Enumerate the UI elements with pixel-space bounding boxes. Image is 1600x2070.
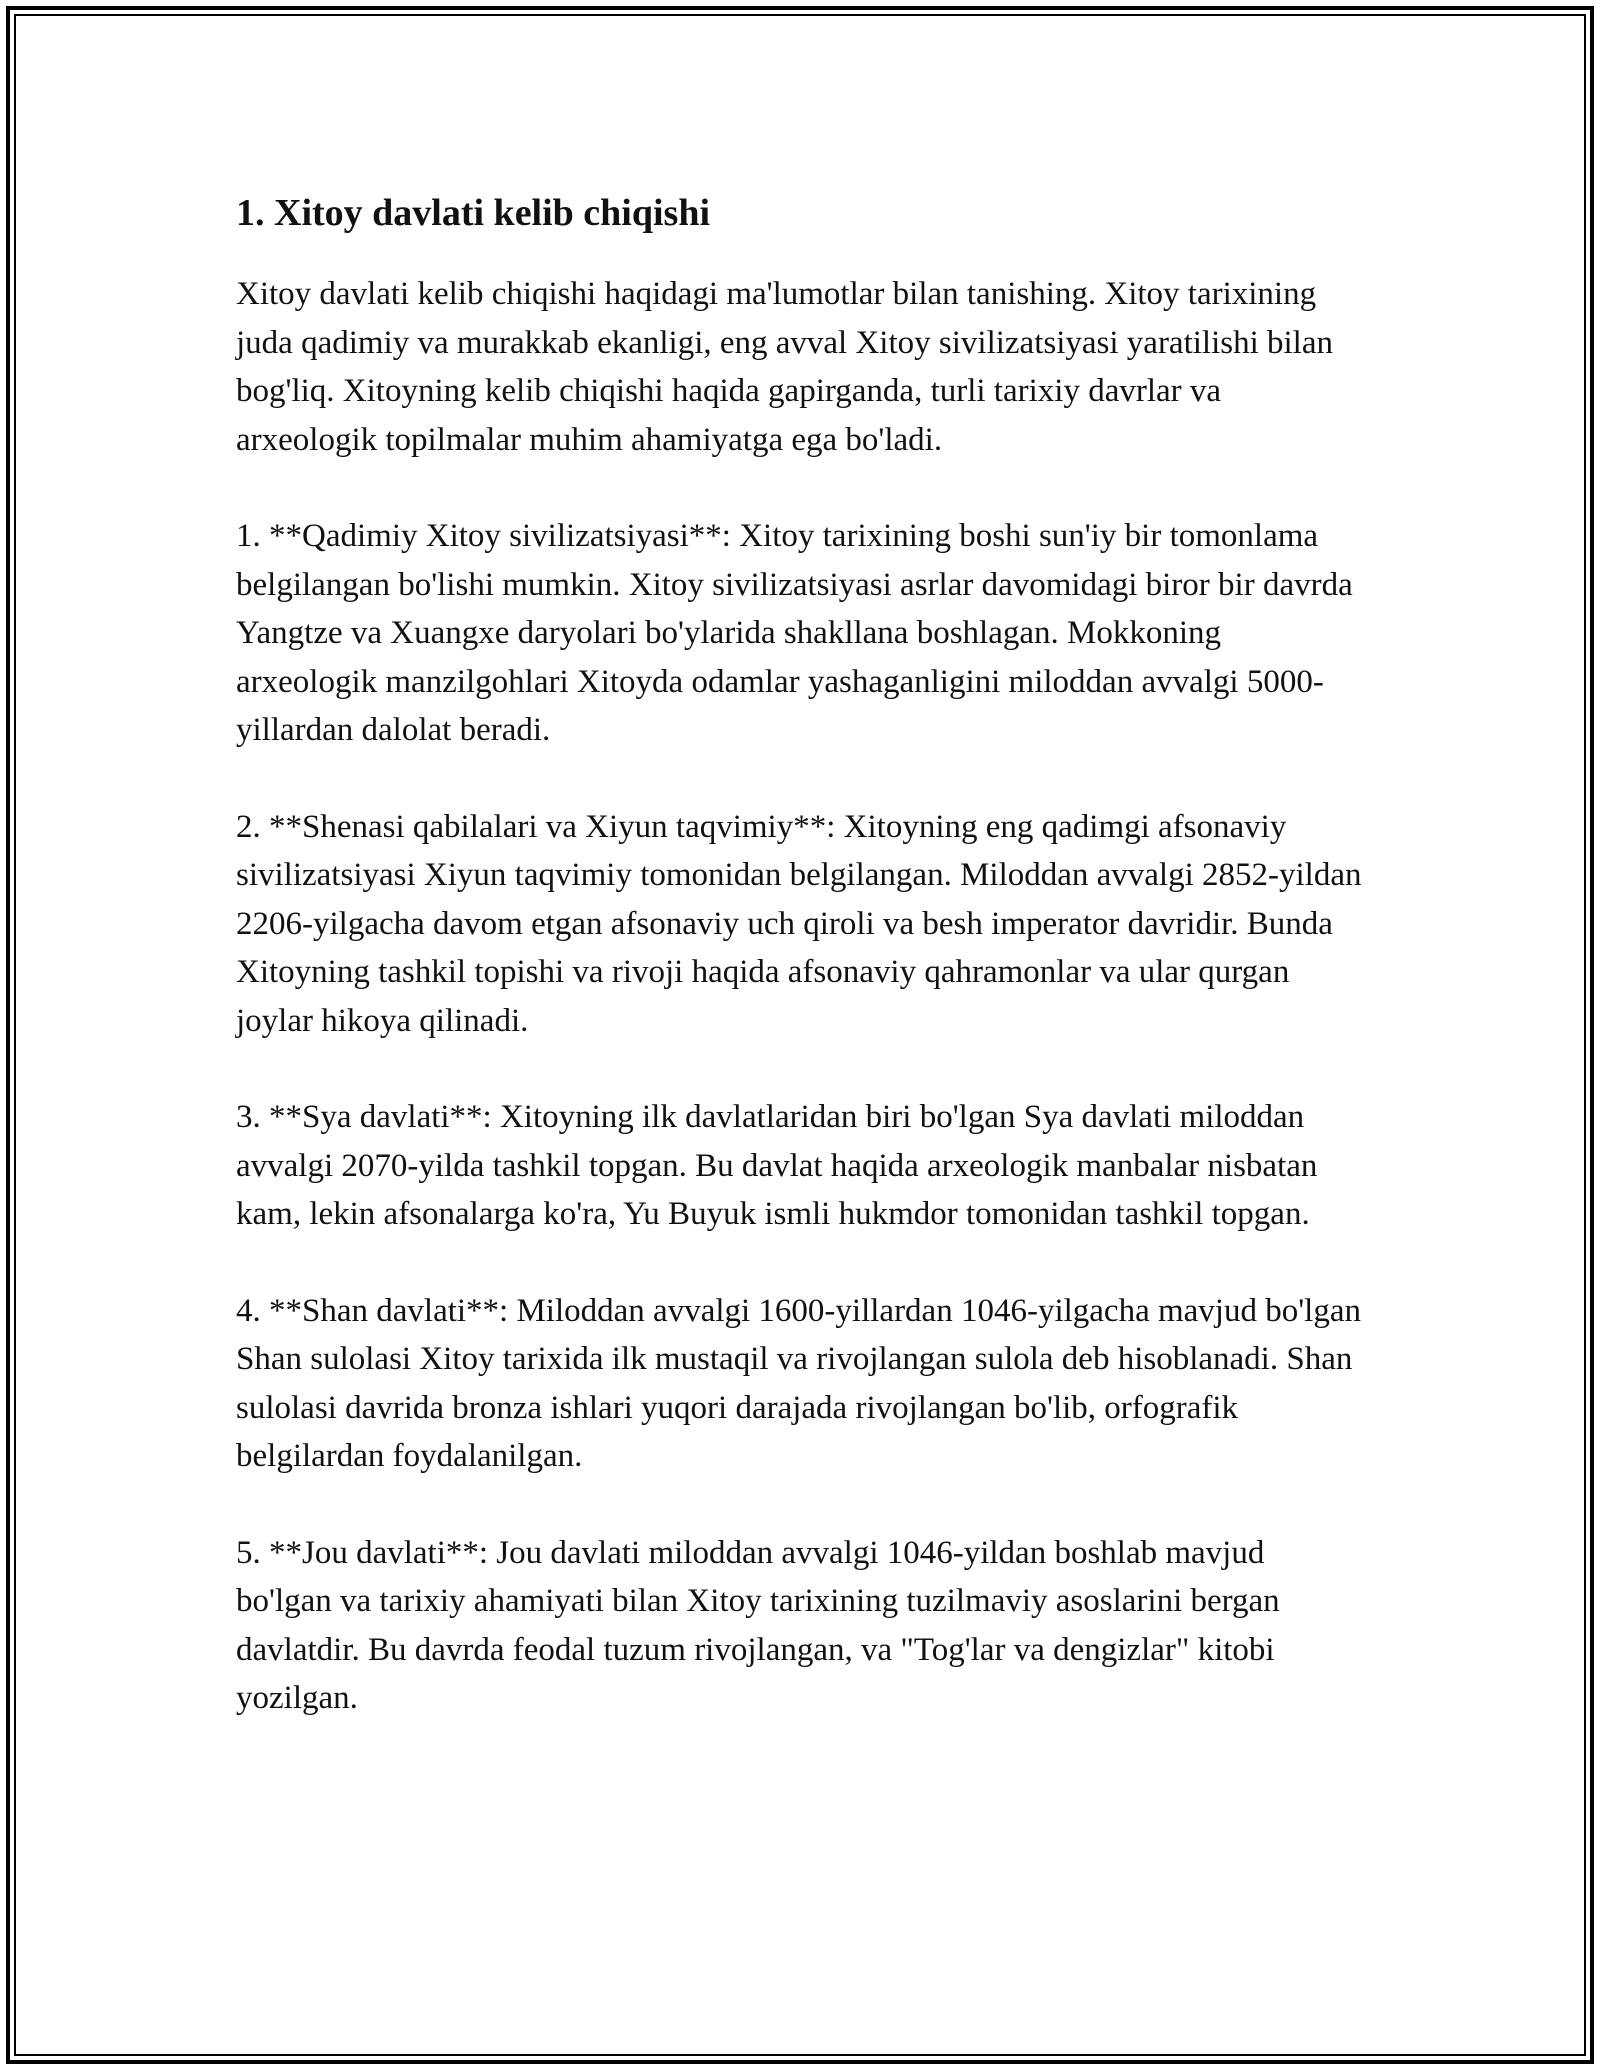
paragraph-4: 4. **Shan davlati**: Miloddan avvalgi 1600-yillardan 1046-yilgacha mavjud bo'lgan Shan sulolasi Xitoy tarixida ilk mustaqil va rivojlangan sulola deb hisoblanadi. Shan sulolasi davrida bronza ishlari yuqori darajada rivojlangan bo'lib, orfografik belgilardan foydalanilgan.	[236, 1292, 1361, 1474]
paragraph-3: 3. **Sya davlati**: Xitoyning ilk davlatlaridan biri bo'lgan Sya davlati miloddan avvalgi 2070-yilda tashkil topgan. Bu davlat haqida arxeologik manbalar nisbatan kam, lekin afsonalarga ko'ra, Yu Buyuk ismli hukmdor tomonidan tashkil topgan.	[236, 1099, 1318, 1232]
document-title: 1. Xitoy davlati kelib chiqishi	[236, 192, 711, 234]
paragraph-2: 2. **Shenasi qabilalari va Xiyun taqvimiy**: Xitoyning eng qadimgi afsonaviy sivilizatsiyasi Xiyun taqvimiy tomonidan belgilangan. Miloddan avvalgi 2852-yildan 2206-yilgacha davom etgan afsonaviy uch qiroli va besh imperator davridir. Bunda Xitoyning tashkil topishi va rivoji haqida afsonaviy qahramonlar va ular qurgan joylar hikoya qilinadi.	[236, 808, 1362, 1039]
intro-paragraph: Xitoy davlati kelib chiqishi haqidagi ma'lumotlar bilan tanishing. Xitoy tarixining juda qadimiy va murakkab ekanligi, eng avval Xitoy sivilizatsiyasi yaratilishi bilan bog'liq. Xitoyning kelib chiqishi haqida gapirganda, turli tarixiy davrlar va arxeologik topilmalar muhim ahamiyatga ega bo'ladi.	[236, 276, 1333, 458]
paragraph-1: 1. **Qadimiy Xitoy sivilizatsiyasi**: Xitoy tarixining boshi sun'iy bir tomonlama belgilangan bo'lishi mumkin. Xitoy sivilizatsiyasi asrlar davomidagi biror bir davrda Yangtze va Xuangxe daryolari bo'ylarida shakllana boshlagan. Mokkoning arxeologik manzilgohlari Xitoyda odamlar yashaganligini miloddan avvalgi 5000-yillardan dalolat beradi.	[236, 518, 1353, 748]
paragraph-5: 5. **Jou davlati**: Jou davlati miloddan avvalgi 1046-yildan boshlab mavjud bo'lgan va tarixiy ahamiyati bilan Xitoy tarixining tuzilmaviy asoslarini bergan davlatdir. Bu davrda feodal tuzum rivojlangan, va "Tog'lar va dengizlar" kitobi yozilgan.	[236, 1534, 1280, 1716]
document-body	[236, 184, 1366, 1771]
